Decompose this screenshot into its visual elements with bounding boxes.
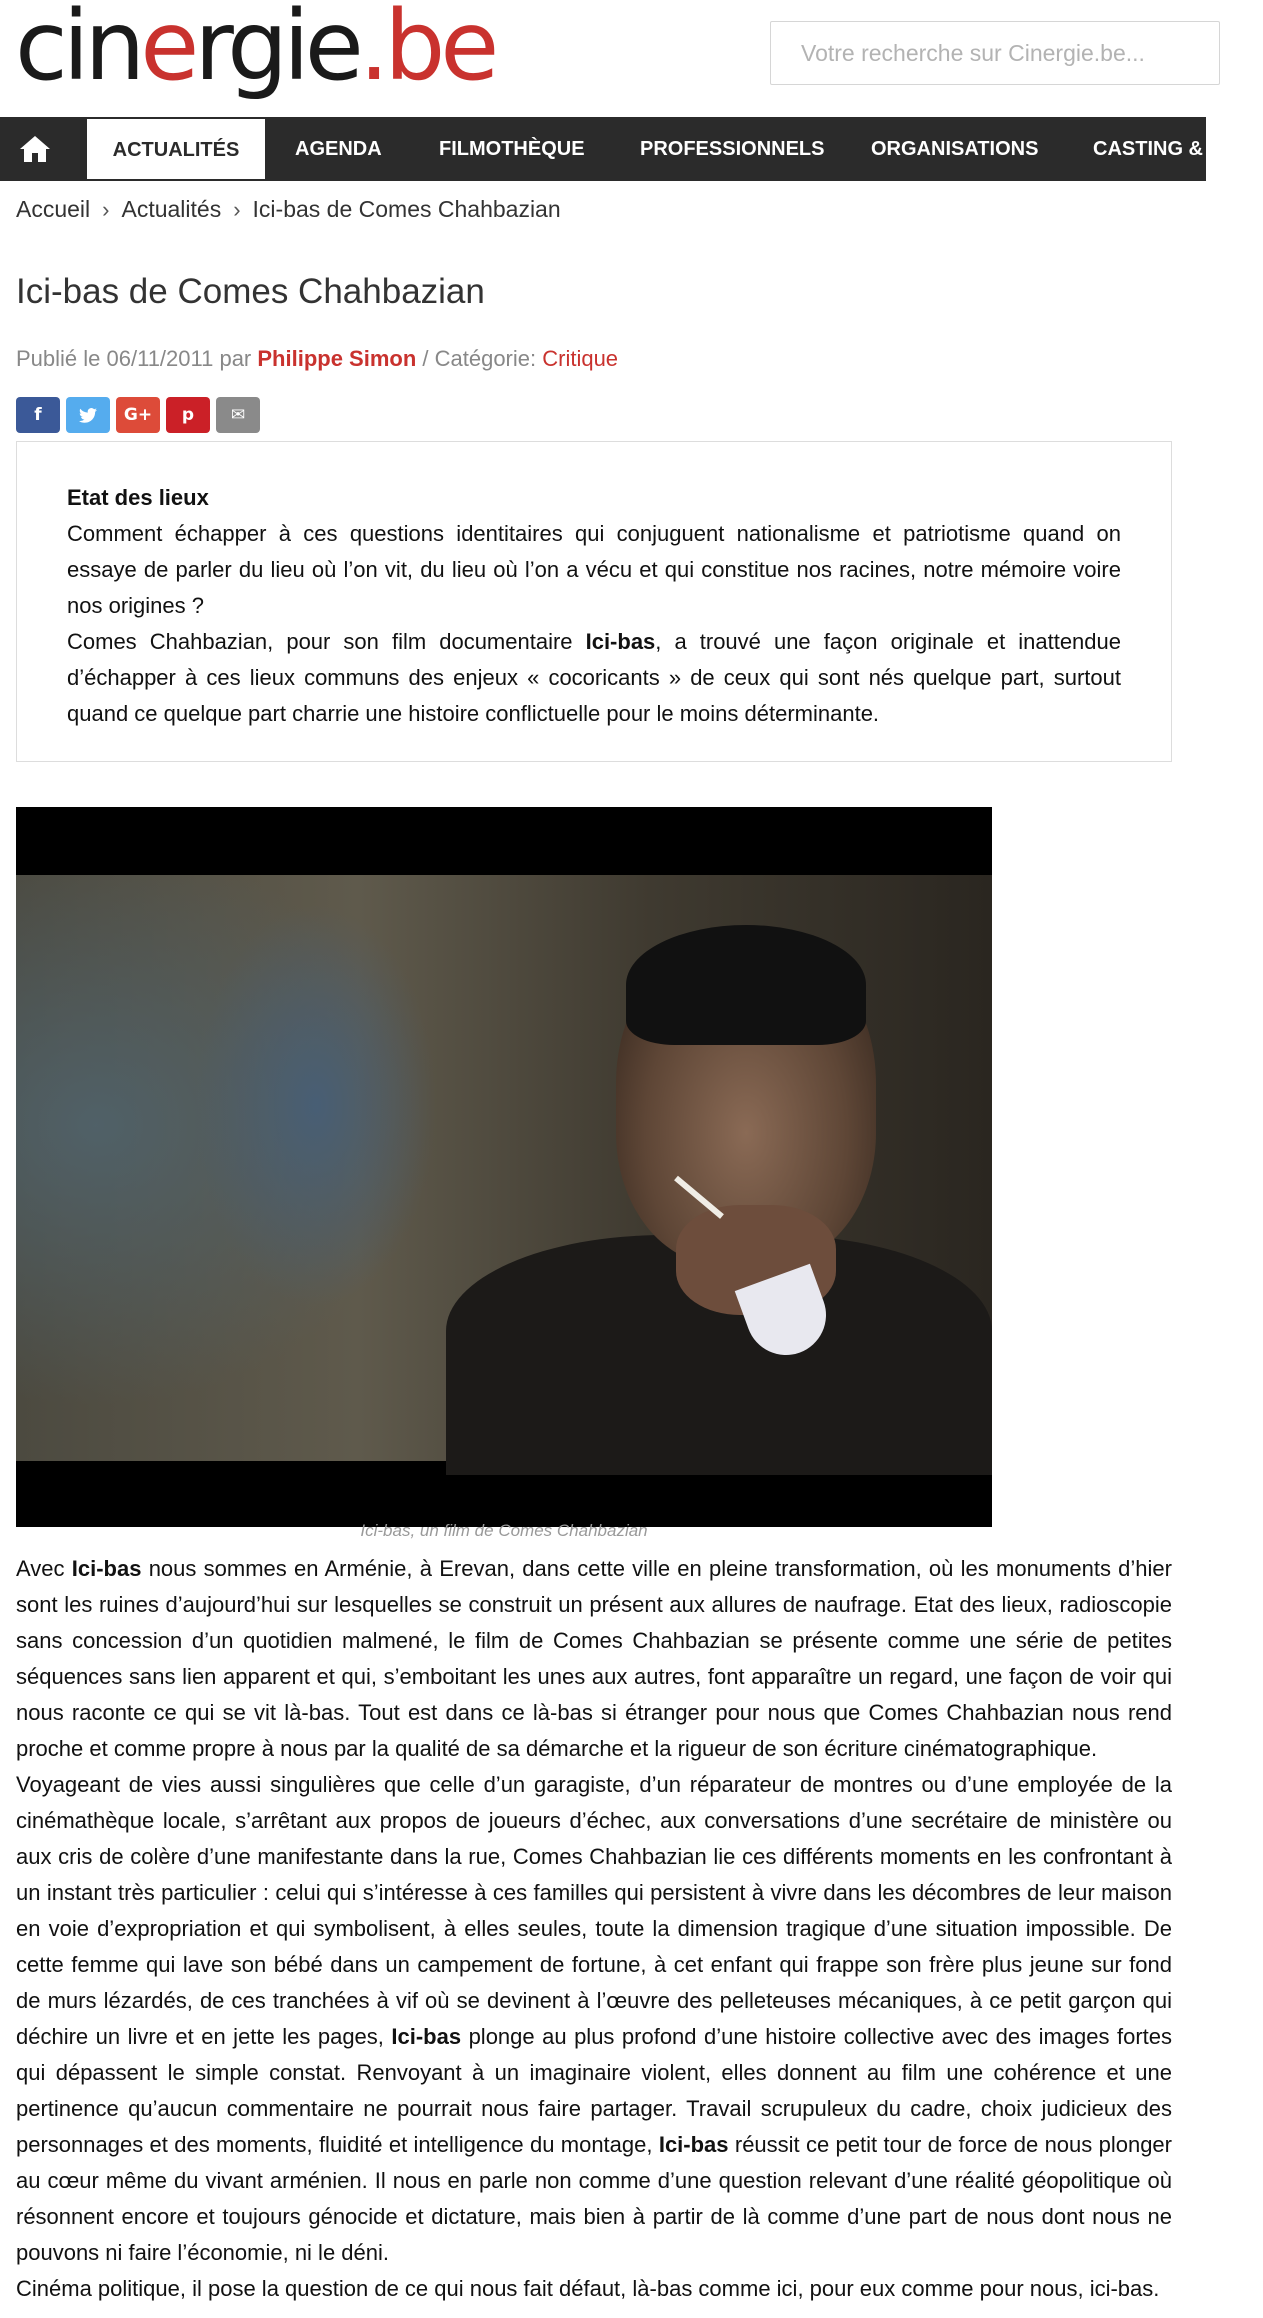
email-share-button[interactable]	[216, 397, 260, 433]
nav-item-organisations[interactable]: ORGANISATIONS	[871, 138, 1039, 160]
site-logo[interactable]: cinergie.be	[15, 0, 495, 102]
page-title: Ici-bas de Comes Chahbazian	[16, 272, 485, 311]
share-buttons	[16, 397, 260, 433]
home-icon	[18, 134, 52, 164]
google-plus-share-button[interactable]	[116, 397, 160, 433]
nav-home-button[interactable]	[0, 117, 70, 181]
breadcrumb-current: Ici-bas de Comes Chahbazian	[252, 196, 561, 222]
twitter-icon	[79, 408, 97, 423]
article-paragraph-3: Cinéma politique, il pose la question de ce qui nous fait défaut, là-bas comme ici, pour eux comme pour nous, ici-bas.	[16, 2276, 1160, 2301]
nav-item-casting-jobs[interactable]: CASTING & JOBS	[1093, 138, 1263, 160]
intro-box	[16, 441, 1172, 762]
article-paragraph-1: Avec Ici-bas nous sommes en Arménie, à Erevan, dans cette ville en pleine transformation, où les monuments d’hier sont les ruines d’aujourd’hui sur lesquelles se construit un présent aux allures de naufrage. Etat des lieux, radioscopie sans concession d’un quotidien malmené, le film de Comes Chahbazian se présente comme une série de petites séquences sans lien apparent et qui, s’emboitant les unes aux autres, font apparaître un regard, une façon de voir qui nous raconte ce qui se vit là-bas. Tout est dans ce là-bas si étranger pour nous que Comes Chahbazian nous rend proche et comme propre à nous par la qualité de sa démarche et la rigueur de son écriture cinématographique.	[16, 1556, 1172, 1761]
twitter-share-button[interactable]	[66, 397, 110, 433]
nav-item-agenda[interactable]: AGENDA	[295, 138, 382, 160]
search-input[interactable]	[770, 21, 1220, 85]
nav-item-actualites[interactable]: ACTUALITÉS	[87, 119, 265, 179]
main-nav	[0, 117, 1263, 181]
pinterest-icon: p	[181, 405, 195, 425]
breadcrumb-home-link[interactable]: Accueil	[16, 196, 91, 222]
category-link[interactable]: Critique	[542, 346, 619, 371]
pinterest-share-button[interactable]	[166, 397, 210, 433]
chevron-right-icon: ›	[102, 196, 110, 222]
email-icon: ✉	[230, 405, 246, 425]
article-image	[16, 807, 992, 1527]
google-plus-icon: G+	[123, 405, 153, 425]
film-still	[16, 875, 992, 1461]
meta-date-text: Publié le 06/11/2011 par	[16, 346, 258, 371]
breadcrumb-actualites-link[interactable]: Actualités	[121, 196, 222, 222]
intro-paragraph-2: Comes Chahbazian, pour son film documentaire Ici-bas, a trouvé une façon originale et inattendue d’échapper à ces lieux communs des enjeux « cocoricants » de ceux qui sont nés quelque part, surtout quand ce quelque part charrie une histoire conflictuelle pour le moins déterminante.	[67, 629, 1121, 726]
article-meta	[16, 346, 618, 372]
intro-paragraph-1: Comment échapper à ces questions identitaires qui conjuguent nationalisme et patriotisme quand on essaye de parler du lieu où l’on vit, du lieu où l’on a vécu et qui constitue nos racines, notre mémoire voire nos origines ?	[67, 521, 1121, 618]
meta-category-label: / Catégorie:	[416, 346, 543, 371]
facebook-icon: f	[34, 405, 42, 425]
breadcrumb	[16, 196, 561, 223]
nav-item-professionnels[interactable]: PROFESSIONNELS	[640, 138, 825, 160]
author-link[interactable]: Philippe Simon	[257, 346, 417, 371]
image-caption: Ici-bas, un film de Comes Chahbazian	[360, 1521, 648, 1540]
facebook-share-button[interactable]	[16, 397, 60, 433]
article-body	[16, 1551, 1172, 2307]
chevron-right-icon: ›	[233, 196, 241, 222]
article-paragraph-2: Voyageant de vies aussi singulières que celle d’un garagiste, d’un réparateur de montres ou d’une employée de la cinémathèque locale, s’arrêtant aux propos de joueurs d’échec, aux conversations d’une secrétaire de ministère ou aux cris de colère d’une manifestante dans la rue, Comes Chahbazian lie ces différents moments en les confrontant à un instant très particulier : celui qui s’intéresse à ces familles qui persistent à vivre dans les décombres de leur maison en voie d’expropriation et qui symbolisent, à elles seules, toute la dimension tragique d’une situation impossible. De cette femme qui lave son bébé dans un campement de fortune, à cet enfant qui frappe son frère plus jeune sur fond de murs lézardés, de ces tranchées à vif où se devinent à l’œuvre des pelleteuses mécaniques, à ce petit garçon qui déchire un livre et en jette les pages, Ici-bas plonge au plus profond d’une histoire collective avec des images fortes qui dépassent le simple constat. Renvoyant à un imaginaire violent, elles donnent au film une cohérence et une pertinence qu’aucun commentaire ne pourrait nous faire partager. Travail scrupuleux du cadre, choix judicieux des personnages et des moments, fluidité et intelligence du montage, Ici-bas réussit ce petit tour de force de nous plonger au cœur même du vivant arménien. Il nous en parle non comme d’une question relevant d’une réalité géopolitique où résonnent encore et toujours génocide et dictature, mais bien à partir de là comme d’une part de nous dont nous ne pouvons ni faire l’économie, ni le déni.	[16, 1772, 1172, 2265]
nav-item-filmotheque[interactable]: FILMOTHÈQUE	[439, 138, 585, 160]
site-header	[0, 0, 1206, 117]
intro-heading: Etat des lieux	[67, 485, 209, 510]
